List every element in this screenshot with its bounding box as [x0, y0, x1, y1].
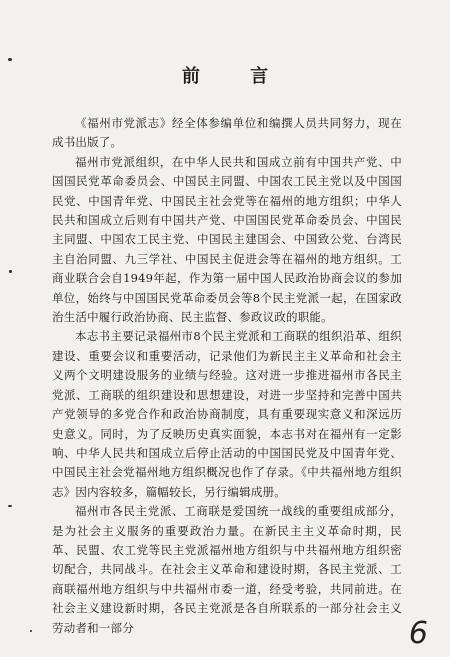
- scan-speck: [9, 270, 12, 273]
- scan-speck: [30, 630, 32, 632]
- paragraph: 《福州市党派志》经全体参编单位和编撰人员共同努力，现在成书出版了。: [52, 116, 402, 150]
- paragraph: 福州市党派组织，在中华人民共和国成立前有中国共产党、中国国民党革命委员会、中国民主同盟、中国农工民主党以及中国国民党、中国青年党、中国民主社会党等在福州的地方组织；中华人民共和国成立后则有中国共产党、中国国民党革命委员会、中国民主同盟、中国农工民主党、中国民主建国会、中国致公党、台湾民主自治同盟、九三学社、中国民主促进会等在福州的地方组织。工商业联合会自1949年起，作为第一届中国人民政治协商会议的参加单位，始终与中国国民党革命委员会等8个民主党派一起，在国家政治生活中履行政治协商、民主监督、参政议政的职能。: [52, 154, 402, 325]
- paragraph: 本志书主要记录福州市8个民主党派和工商联的组织沿革、组织建设、重要会议和重要活动，记录他们为新民主主义革命和社会主义两个文明建设服务的业绩与经验。这对进一步推进福州市各民主党派、工商联的组织建设和思想建设，对进一步坚持和完善中国共产党领导的多党合作和政治协商制度，具有重要现实意义和深远历史意义。同时，为了反映历史真实面貌，本志书对在福州有一定影响、中华人民共和国成立后停止活动的中国国民党及中国青年党、中国民主社会党福州地方组织概况也作了存录。《中共福州地方组织志》因内容较多，篇幅较长，另行编辑成册。: [52, 329, 402, 499]
- page-title: 前 言: [181, 66, 291, 87]
- body-text: [52, 114, 402, 638]
- page-number: 6: [408, 616, 428, 651]
- scan-speck: [8, 58, 12, 61]
- paragraph: 福州市各民主党派、工商联是爱国统一战线的重要组成部分，是为社会主义服务的重要政治力量。在新民主主义革命时期，民革、民盟、农工党等民主党派福州地方组织与中共福州地方组织密切配合，共同战斗。在社会主义革命和建设时期，各民主党派、工商联福州地方组织与中共福州市委一道，经受考验，共同前进。在社会主义建设新时期，各民主党派是各自所联系的一部分社会主义劳动者和一部分: [52, 504, 402, 635]
- scan-speck: [8, 505, 12, 507]
